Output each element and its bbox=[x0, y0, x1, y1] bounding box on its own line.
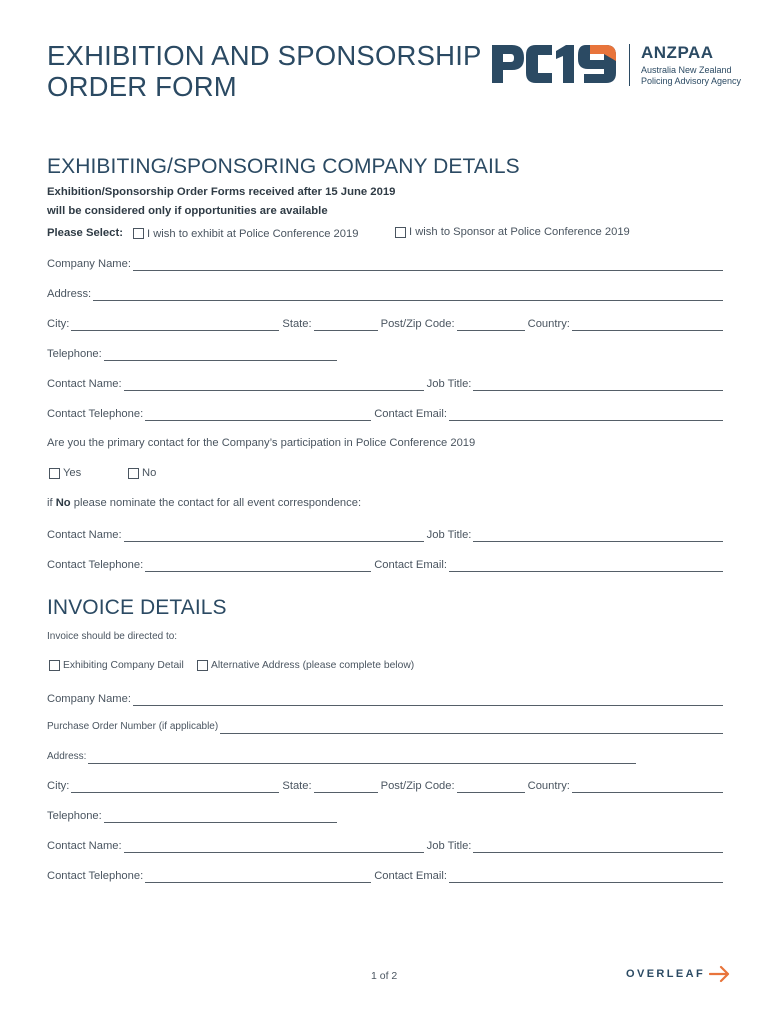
deadline-note-line2: will be considered only if opportunities are available bbox=[47, 205, 328, 217]
nominate-suffix: please nominate the contact for all event correspondence: bbox=[73, 497, 362, 509]
invoice-job-title-label: Job Title: bbox=[426, 840, 472, 852]
alt-contact-telephone-label: Contact Telephone: bbox=[47, 559, 144, 571]
postcode-label: Post/Zip Code: bbox=[380, 318, 455, 330]
exhibit-option[interactable] bbox=[133, 228, 358, 240]
contact-email-field[interactable] bbox=[449, 408, 723, 421]
nominate-prefix: if bbox=[47, 497, 53, 509]
primary-contact-question: Are you the primary contact for the Company’s participation in Police Conference 2019 bbox=[47, 437, 476, 449]
anzpaa-subtitle-2: Policing Advisory Agency bbox=[641, 75, 742, 86]
alt-contact-name-label: Contact Name: bbox=[47, 529, 122, 541]
invoice-contact-name-field[interactable] bbox=[124, 840, 424, 853]
invoice-postcode-label: Post/Zip Code: bbox=[380, 780, 455, 792]
please-select-label: Please Select: bbox=[47, 227, 123, 239]
anzpaa-name: ANZPAA bbox=[641, 43, 714, 62]
invoice-telephone-row bbox=[47, 807, 337, 823]
form-title-line2: ORDER FORM bbox=[47, 71, 237, 102]
invoice-contact-email-field[interactable] bbox=[449, 870, 723, 883]
sponsor-checkbox[interactable] bbox=[395, 227, 406, 238]
company-section-title: EXHIBITING/SPONSORING COMPANY DETAILS bbox=[47, 155, 520, 178]
invoice-company-label: Exhibiting Company Detail bbox=[63, 660, 184, 671]
invoice-state-field[interactable] bbox=[314, 780, 378, 793]
invoice-address-label: Address: bbox=[47, 751, 87, 762]
invoice-contact-name-row bbox=[47, 837, 723, 853]
country-field[interactable] bbox=[572, 318, 723, 331]
invoice-contact-telephone-row bbox=[47, 867, 723, 883]
sponsor-option-label: I wish to Sponsor at Police Conference 2019 bbox=[409, 226, 630, 238]
po-number-label: Purchase Order Number (if applicable) bbox=[47, 721, 219, 732]
telephone-row bbox=[47, 345, 337, 361]
pc19-logo bbox=[490, 41, 618, 87]
deadline-note-line1: Exhibition/Sponsorship Order Forms received after 15 June 2019 bbox=[47, 186, 396, 198]
telephone-field[interactable] bbox=[104, 348, 337, 361]
address-row bbox=[47, 285, 723, 301]
state-field[interactable] bbox=[314, 318, 378, 331]
invoice-alternative-option[interactable] bbox=[197, 660, 414, 671]
overleaf-link[interactable] bbox=[626, 965, 731, 983]
job-title-field[interactable] bbox=[473, 378, 723, 391]
invoice-telephone-field[interactable] bbox=[104, 810, 337, 823]
yes-checkbox[interactable] bbox=[49, 468, 60, 479]
contact-name-label: Contact Name: bbox=[47, 378, 122, 390]
no-label: No bbox=[142, 467, 157, 479]
contact-name-row bbox=[47, 375, 723, 391]
invoice-country-field[interactable] bbox=[572, 780, 723, 793]
arrow-right-icon bbox=[709, 965, 731, 983]
overleaf-label: OVERLEAF bbox=[626, 968, 706, 980]
city-row bbox=[47, 315, 723, 331]
invoice-company-option[interactable] bbox=[49, 660, 184, 671]
invoice-state-label: State: bbox=[282, 780, 312, 792]
contact-telephone-row bbox=[47, 405, 723, 421]
invoice-city-label: City: bbox=[47, 780, 70, 792]
pc19-logo-graphic bbox=[490, 41, 618, 87]
form-title-line1: EXHIBITION AND SPONSORSHIP bbox=[47, 40, 482, 71]
alt-contact-email-field[interactable] bbox=[449, 559, 723, 572]
select-row bbox=[47, 224, 358, 243]
alt-job-title-field[interactable] bbox=[473, 529, 723, 542]
sponsor-option[interactable] bbox=[395, 226, 630, 238]
invoice-contact-name-label: Contact Name: bbox=[47, 840, 122, 852]
invoice-contact-telephone-field[interactable] bbox=[145, 870, 371, 883]
anzpaa-logo bbox=[641, 43, 741, 86]
invoice-directed-note: Invoice should be directed to: bbox=[47, 631, 178, 642]
invoice-job-title-field[interactable] bbox=[473, 840, 723, 853]
company-name-row bbox=[47, 255, 723, 271]
company-name-label: Company Name: bbox=[47, 258, 131, 270]
form-title bbox=[47, 40, 482, 102]
telephone-label: Telephone: bbox=[47, 348, 102, 360]
address-field[interactable] bbox=[93, 288, 723, 301]
invoice-city-field[interactable] bbox=[71, 780, 279, 793]
no-checkbox[interactable] bbox=[128, 468, 139, 479]
invoice-address-field[interactable] bbox=[88, 751, 636, 764]
invoice-company-name-row bbox=[47, 690, 723, 706]
alt-contact-telephone-row bbox=[47, 556, 723, 572]
alt-contact-name-row bbox=[47, 526, 723, 542]
invoice-telephone-label: Telephone: bbox=[47, 810, 102, 822]
postcode-field[interactable] bbox=[457, 318, 525, 331]
invoice-alternative-label: Alternative Address (please complete below) bbox=[211, 660, 415, 671]
invoice-contact-telephone-label: Contact Telephone: bbox=[47, 870, 144, 882]
page-number: 1 of 2 bbox=[371, 970, 398, 982]
invoice-company-name-label: Company Name: bbox=[47, 693, 131, 705]
alt-contact-telephone-field[interactable] bbox=[145, 559, 371, 572]
state-label: State: bbox=[282, 318, 312, 330]
yes-option[interactable] bbox=[49, 467, 81, 479]
city-label: City: bbox=[47, 318, 70, 330]
deadline-note bbox=[47, 183, 395, 221]
country-label: Country: bbox=[527, 318, 570, 330]
alt-job-title-label: Job Title: bbox=[426, 529, 472, 541]
job-title-label: Job Title: bbox=[426, 378, 472, 390]
invoice-address-row bbox=[47, 748, 636, 764]
nominate-instruction bbox=[47, 497, 361, 509]
contact-telephone-label: Contact Telephone: bbox=[47, 408, 144, 420]
invoice-section-title: INVOICE DETAILS bbox=[47, 596, 227, 619]
company-name-field[interactable] bbox=[133, 258, 723, 271]
contact-telephone-field[interactable] bbox=[145, 408, 371, 421]
no-option[interactable] bbox=[128, 467, 156, 479]
yes-label: Yes bbox=[63, 467, 82, 479]
invoice-alternative-checkbox[interactable] bbox=[197, 660, 208, 671]
logo-divider bbox=[629, 44, 630, 86]
contact-email-label: Contact Email: bbox=[374, 408, 447, 420]
address-label: Address: bbox=[47, 288, 92, 300]
invoice-company-checkbox[interactable] bbox=[49, 660, 60, 671]
exhibit-checkbox[interactable] bbox=[133, 228, 144, 239]
invoice-city-row bbox=[47, 777, 723, 793]
invoice-company-name-field[interactable] bbox=[133, 693, 723, 706]
anzpaa-subtitle-1: Australia New Zealand bbox=[641, 65, 732, 75]
nominate-bold: No bbox=[55, 497, 71, 509]
exhibit-option-label: I wish to exhibit at Police Conference 2019 bbox=[147, 227, 359, 240]
alt-contact-name-field[interactable] bbox=[124, 529, 424, 542]
invoice-contact-email-label: Contact Email: bbox=[374, 870, 447, 882]
contact-name-field[interactable] bbox=[124, 378, 424, 391]
city-field[interactable] bbox=[71, 318, 279, 331]
invoice-postcode-field[interactable] bbox=[457, 780, 525, 793]
po-number-row bbox=[47, 718, 723, 734]
alt-contact-email-label: Contact Email: bbox=[374, 559, 447, 571]
po-number-field[interactable] bbox=[220, 721, 723, 734]
invoice-country-label: Country: bbox=[527, 780, 570, 792]
